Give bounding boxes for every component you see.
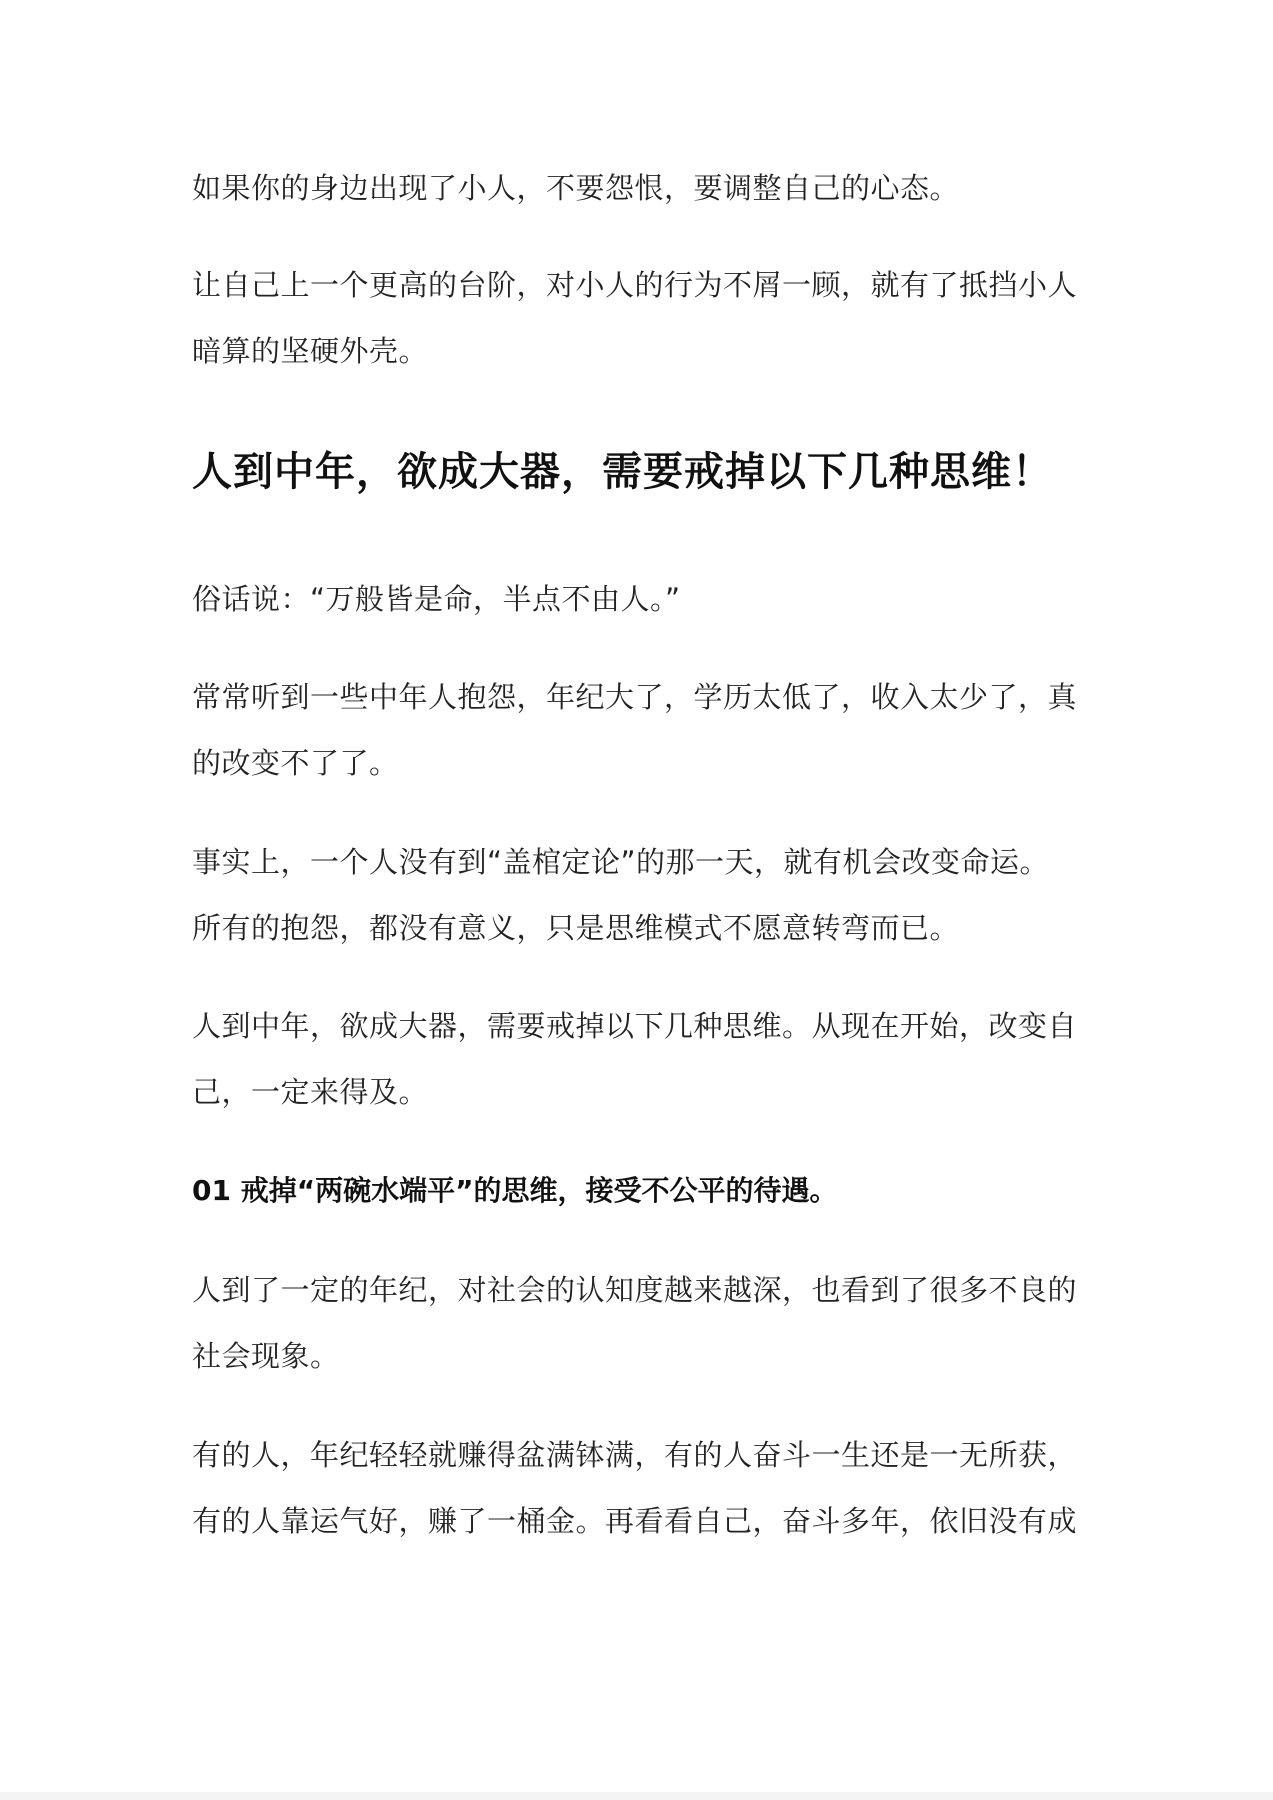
- text-line: 人到中年，欲成大器，需要戒掉以下几种思维。从现在开始，改变自: [192, 1009, 1078, 1043]
- text-line: 社会现象。: [192, 1339, 340, 1373]
- paragraph: [192, 1422, 1092, 1554]
- paragraph: [192, 566, 1092, 632]
- text-line: 常常听到一些中年人抱怨，年纪大了，学历太低了，收入太少了，真: [192, 680, 1078, 714]
- paragraph: [192, 252, 1092, 384]
- paragraph: [192, 1257, 1092, 1389]
- text-line: 人到了一定的年纪，对社会的认知度越来越深，也看到了很多不良的: [192, 1273, 1078, 1307]
- page-bottom-edge: [0, 1792, 1273, 1800]
- text-line: 有的人，年纪轻轻就赚得盆满钵满，有的人奋斗一生还是一无所获，: [192, 1438, 1078, 1472]
- text-line: 如果你的身边出现了小人，不要怨恨，要调整自己的心态。: [192, 171, 960, 205]
- paragraph: [192, 155, 1092, 221]
- article-headline: 人到中年，欲成大器，需要戒掉以下几种思维！: [192, 449, 1053, 495]
- paragraph: [192, 829, 1092, 961]
- text-line: 有的人靠运气好，赚了一桶金。再看看自己，奋斗多年，依旧没有成: [192, 1504, 1078, 1538]
- text-line: 的改变不了了。: [192, 746, 399, 780]
- section-heading: 01 戒掉“两碗水端平”的思维，接受不公平的待遇。: [192, 1174, 838, 1207]
- paragraph: [192, 664, 1092, 796]
- text-line: 暗算的坚硬外壳。: [192, 334, 429, 368]
- text-line: 让自己上一个更高的台阶，对小人的行为不屑一顾，就有了抵挡小人: [192, 268, 1078, 302]
- paragraph: [192, 993, 1092, 1125]
- text-line: 俗话说：“万般皆是命，半点不由人。”: [192, 582, 681, 616]
- text-line: 己，一定来得及。: [192, 1075, 429, 1109]
- text-line: 事实上，一个人没有到“盖棺定论”的那一天，就有机会改变命运。: [192, 845, 1050, 879]
- text-line: 所有的抱怨，都没有意义，只是思维模式不愿意转弯而已。: [192, 911, 960, 945]
